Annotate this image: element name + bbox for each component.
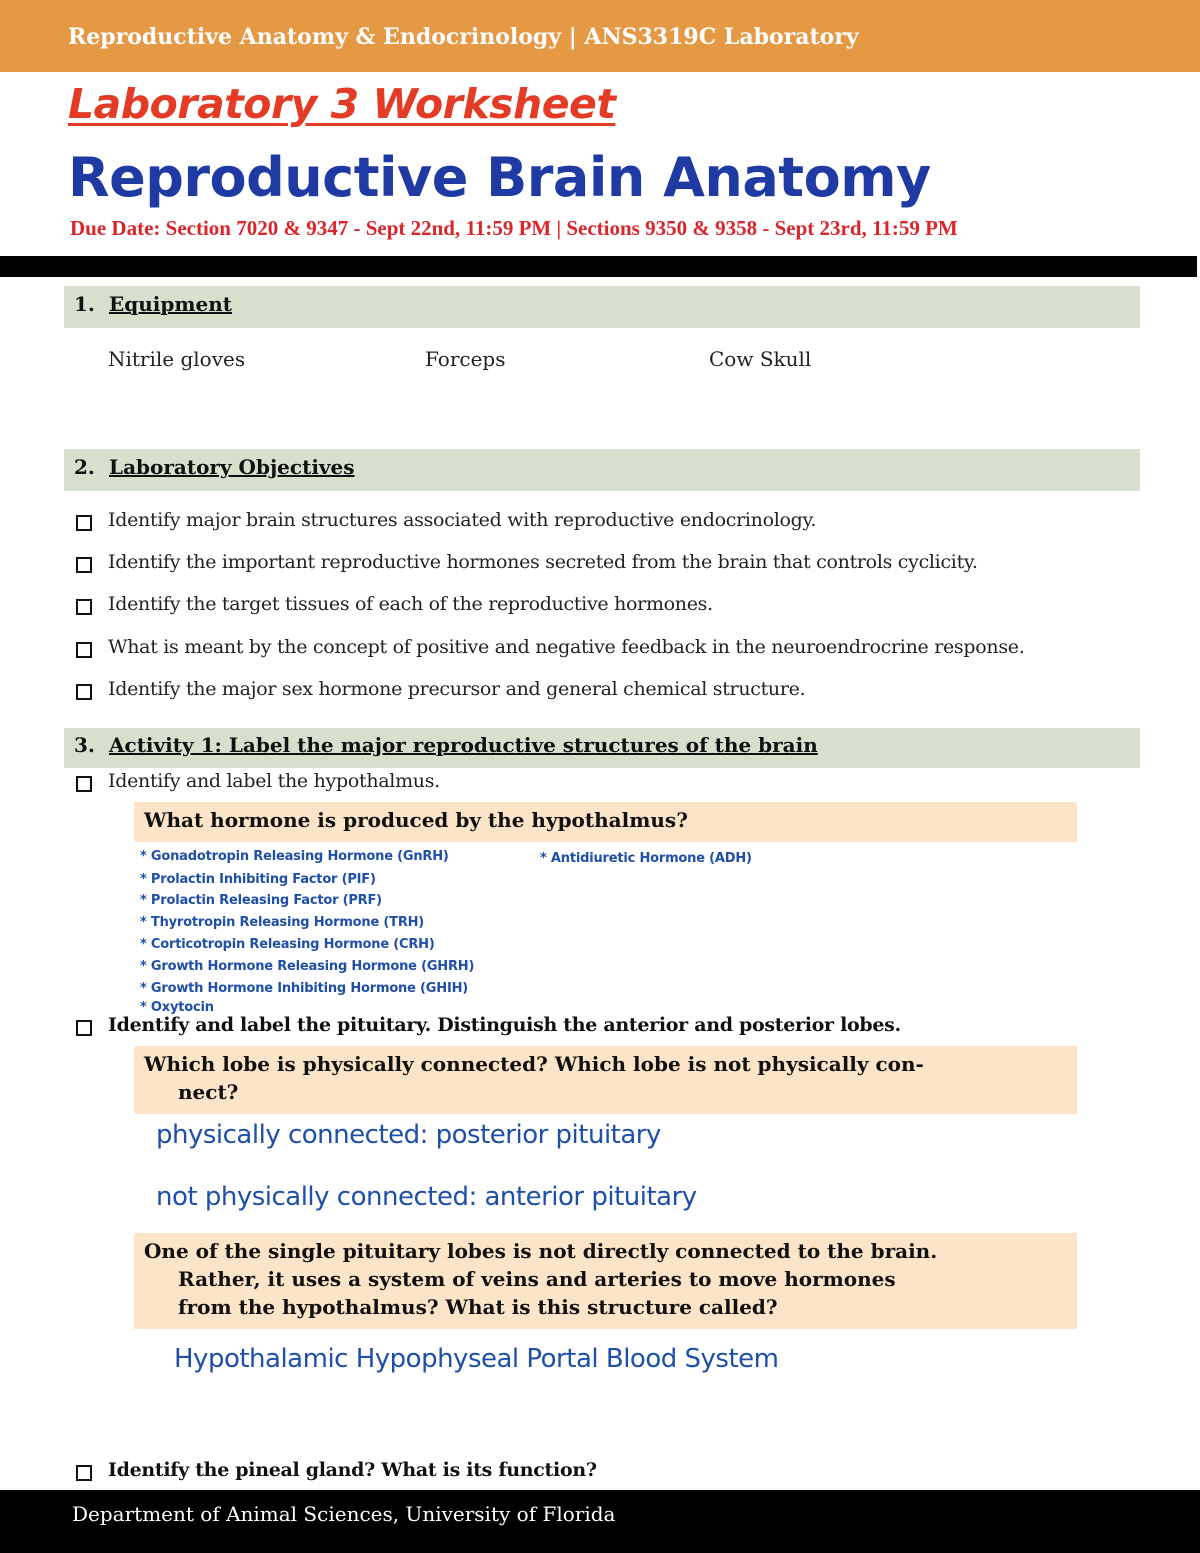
question-box — [134, 802, 1077, 842]
objective-text: What is meant by the concept of positive and negative feedback in the neuroendrocrine response. — [108, 636, 1025, 658]
equipment-item: Forceps — [425, 347, 506, 371]
section-activity — [64, 728, 1140, 768]
handwritten-answer: * Oxytocin — [140, 1000, 214, 1015]
section-equipment — [64, 286, 1140, 328]
equipment-item: Nitrile gloves — [108, 347, 246, 371]
footer-text: Department of Animal Sciences, University of Florida — [72, 1502, 616, 1526]
checkbox[interactable] — [76, 1465, 92, 1481]
checkbox[interactable] — [76, 599, 92, 615]
question-text — [144, 1050, 1044, 1106]
checkbox[interactable] — [76, 776, 92, 792]
activity-text: Identify and label the pituitary. Distinguish the anterior and posterior lobes. — [108, 1014, 901, 1036]
checkbox[interactable] — [76, 642, 92, 658]
equipment-item: Cow Skull — [709, 347, 812, 371]
handwritten-answer: not physically connected: anterior pituitary — [156, 1182, 697, 1212]
checkbox[interactable] — [76, 515, 92, 531]
question-line: Which lobe is physically connected? Which lobe is not physically con- — [144, 1052, 924, 1076]
section-title: Laboratory Objectives — [109, 455, 355, 479]
handwritten-answer: * Growth Hormone Inhibiting Hormone (GHIH) — [140, 981, 469, 996]
checkbox[interactable] — [76, 557, 92, 573]
divider-bar — [0, 256, 1197, 277]
worksheet-title: Laboratory 3 Worksheet — [68, 80, 616, 128]
activity-text: Identify and label the hypothalmus. — [108, 770, 440, 792]
due-date: Due Date: Section 7020 & 9347 - Sept 22nd, 11:59 PM | Sections 9350 & 9358 - Sept 23rd, 11:59 PM — [70, 216, 958, 240]
checkbox[interactable] — [76, 684, 92, 700]
question-line: from the hypothalmus? What is this structure called? — [178, 1295, 778, 1319]
question-text: What hormone is produced by the hypothalmus? — [144, 808, 688, 832]
handwritten-answer: * Prolactin Releasing Factor (PRF) — [140, 893, 382, 908]
objective-text: Identify the major sex hormone precursor and general chemical structure. — [108, 678, 806, 700]
page-title: Reproductive Brain Anatomy — [68, 146, 931, 209]
section-number: 1. — [74, 292, 95, 316]
handwritten-answer: * Antidiuretic Hormone (ADH) — [540, 851, 752, 866]
activity-text: Identify the pineal gland? What is its function? — [108, 1459, 597, 1481]
handwritten-answer: * Prolactin Inhibiting Factor (PIF) — [140, 872, 376, 887]
handwritten-answer: * Growth Hormone Releasing Hormone (GHRH) — [140, 959, 475, 974]
handwritten-answer: Hypothalamic Hypophyseal Portal Blood System — [174, 1344, 779, 1374]
section-title: Activity 1: Label the major reproductive structures of the brain — [109, 733, 818, 757]
checkbox[interactable] — [76, 1020, 92, 1036]
handwritten-answer: * Gonadotropin Releasing Hormone (GnRH) — [140, 849, 449, 864]
objective-text: Identify the target tissues of each of the reproductive hormones. — [108, 593, 713, 615]
objective-text: Identify the important reproductive hormones secreted from the brain that controls cyclicity. — [108, 551, 978, 573]
handwritten-answer: * Corticotropin Releasing Hormone (CRH) — [140, 937, 435, 952]
question-line: Rather, it uses a system of veins and arteries to move hormones — [178, 1267, 896, 1291]
handwritten-answer: * Thyrotropin Releasing Hormone (TRH) — [140, 915, 425, 930]
section-number: 3. — [74, 733, 95, 757]
section-number: 2. — [74, 455, 95, 479]
question-box — [134, 1233, 1077, 1329]
section-objectives — [64, 449, 1140, 491]
question-line: nect? — [178, 1080, 239, 1104]
section-title: Equipment — [109, 292, 233, 316]
objective-text: Identify major brain structures associated with reproductive endocrinology. — [108, 509, 817, 531]
handwritten-answer: physically connected: posterior pituitary — [156, 1120, 661, 1150]
question-line: One of the single pituitary lobes is not directly connected to the brain. — [144, 1239, 938, 1263]
question-text — [144, 1237, 1044, 1321]
course-header: Reproductive Anatomy & Endocrinology | ANS3319C Laboratory — [68, 24, 859, 50]
question-box — [134, 1046, 1077, 1114]
